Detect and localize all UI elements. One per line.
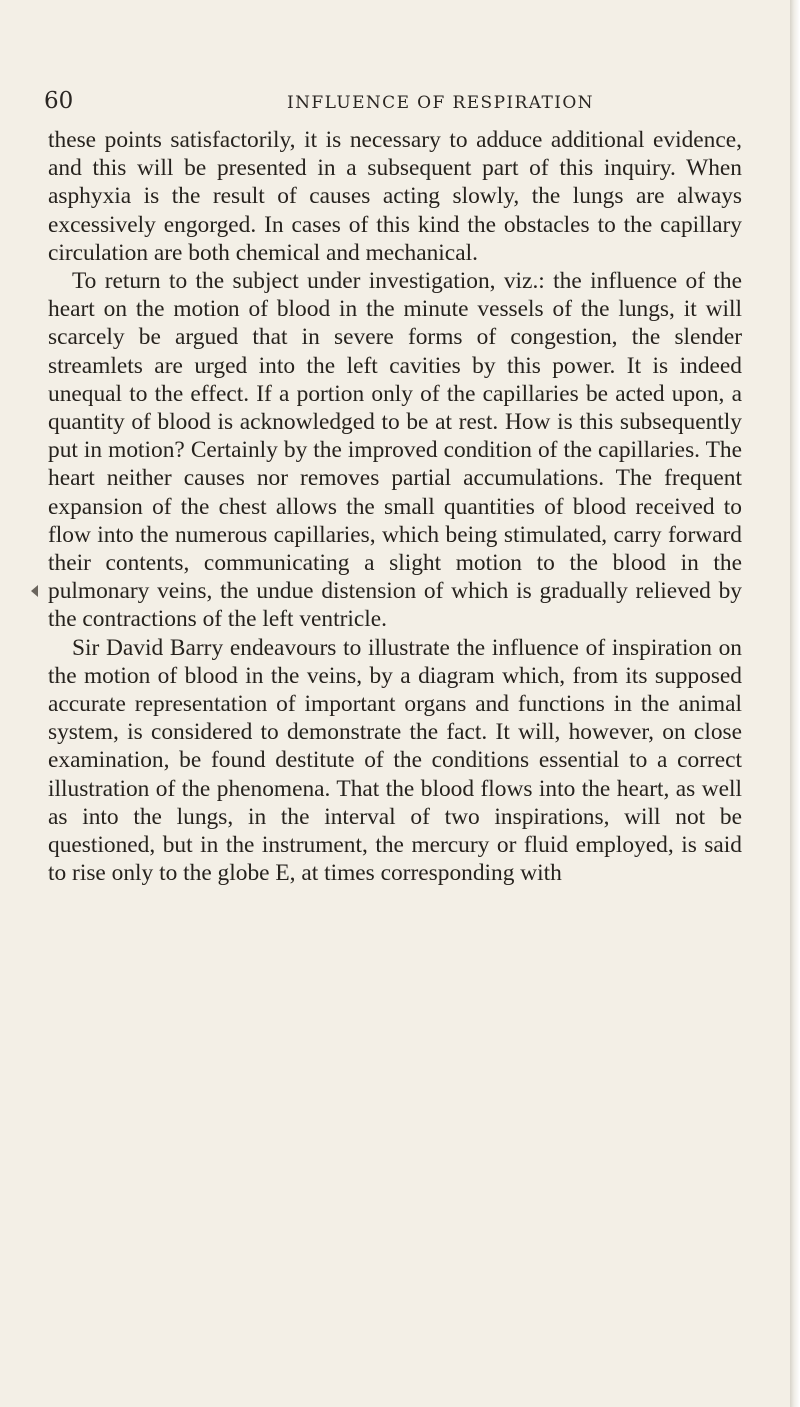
page-edge xyxy=(790,0,800,1407)
margin-mark xyxy=(31,585,38,597)
paragraph-1: these points satisfactorily, it is necessary to adduce additional evidence, and this will be presented in a subsequent part of this inquiry. When asphyxia is the result of causes acting slowly, the lungs are always excessively engorged. In cases of this kind the obstacles to the capillary circulation are both chemical and mechanical. xyxy=(48,127,742,266)
body-text xyxy=(48,126,742,887)
running-title: INFLUENCE OF RESPIRATION xyxy=(287,93,594,113)
paragraph-3: Sir David Barry endeavours to illustrate the influence of inspiration on the motion of blood in the veins, by a diagram which, from its supposed accurate representation of important organs and functions in the animal system, is considered to demonstrate the fact. It will, however, on close examination, be found destitute of the conditions essential to a correct illustration of the phenomena. That the blood flows into the heart, as well as into the lungs, in the interval of two inspirations, will not be questioned, but in the instrument, the mercury or fluid employed, is said to rise only to the globe E, at times corresponding with xyxy=(48,634,742,887)
page-number: 60 xyxy=(44,88,74,114)
running-header xyxy=(0,86,790,116)
paragraph-2: To return to the subject under investigation, viz.: the influence of the heart on the motion of blood in the minute vessels of the lungs, it will scarcely be argued that in severe forms of congestion, the slender streamlets are urged into the left cavities by this power. It is indeed unequal to the effect. If a portion only of the capillaries be acted upon, a quantity of blood is acknowledged to be at rest. How is this subsequently put in motion? Certainly by the improved condition of the capillaries. The heart neither causes nor removes partial accumulations. The frequent expansion of the chest allows the small quantities of blood received to flow into the numerous capillaries, which being stimulated, carry forward their contents, communicating a slight motion to the blood in the pulmonary veins, the undue distension of which is gradually relieved by the contractions of the left ventricle. xyxy=(48,268,742,633)
